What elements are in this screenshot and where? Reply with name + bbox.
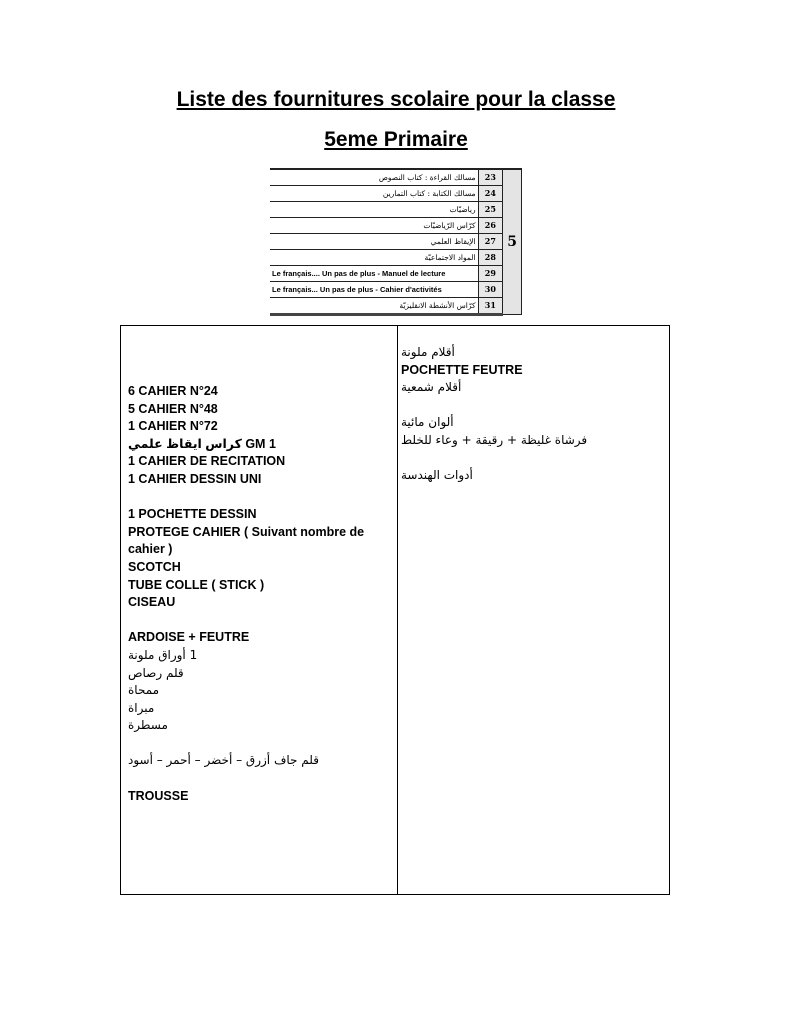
column-divider (397, 326, 398, 894)
book-row (270, 234, 522, 250)
supply-item: SCOTCH (128, 559, 181, 574)
supply-item: ARDOISE + FEUTRE (128, 630, 250, 645)
book-row (270, 202, 522, 218)
book-title: رياضيّات (270, 202, 478, 218)
supply-item: قلم رصاص (128, 665, 184, 680)
blank-line (128, 612, 390, 630)
supplies-box (120, 325, 670, 895)
supply-item: 1 أوراق ملونة (128, 647, 198, 662)
book-row (270, 250, 522, 266)
book-title: الإيقاظ العلمي (270, 234, 478, 250)
book-title: المواد الاجتماعيّة (270, 250, 478, 266)
supply-item: قلم جاف أزرق – أخضر – أحمر – أسود (128, 753, 319, 768)
book-title: مسالك القراءة : كتاب النصوص (270, 169, 478, 186)
book-title: كرّاس الرّياضيّات (270, 218, 478, 234)
supply-item: CISEAU (128, 595, 176, 610)
book-number: 27 (478, 234, 503, 250)
supply-item: TUBE COLLE ( STICK ) (128, 577, 265, 592)
supply-item: فرشاة غليظة + رقيقة + وعاء للخلط (401, 432, 588, 447)
book-number: 31 (478, 298, 503, 315)
supply-item: POCHETTE FEUTRE (401, 362, 523, 377)
supply-item: أدوات الهندسة (401, 468, 473, 483)
book-title: كرّاس الأنشطة الانقليزيّة (270, 298, 478, 315)
supply-item: ممحاة (128, 683, 160, 698)
book-number: 26 (478, 218, 503, 234)
supply-item: مبراة (128, 700, 155, 715)
supply-item: 1 POCHETTE DESSIN (128, 507, 257, 522)
blank-line (128, 770, 390, 788)
book-number: 24 (478, 186, 503, 202)
book-row (270, 218, 522, 234)
books-table (270, 168, 522, 316)
supply-item: 1 CAHIER N°72 (128, 419, 218, 434)
level-number: 5 (503, 169, 522, 315)
book-number: 28 (478, 250, 503, 266)
book-row (270, 298, 522, 315)
book-row (270, 266, 522, 282)
book-row (270, 282, 522, 298)
supplies-left-column (128, 383, 390, 805)
supply-item: مسطرة (128, 718, 168, 733)
book-row (270, 186, 522, 202)
supply-item: 1 CAHIER DESSIN UNI (128, 471, 262, 486)
class-subtitle: 5eme Primaire (324, 128, 468, 151)
supply-item: 5 CAHIER N°48 (128, 401, 218, 416)
book-number: 25 (478, 202, 503, 218)
supply-item: 6 CAHIER N°24 (128, 384, 218, 398)
page-title: Liste des fournitures scolaire pour la classe (176, 88, 616, 111)
supply-item: أقلام شمعية (401, 380, 462, 395)
book-number: 29 (478, 266, 503, 282)
supply-item: PROTEGE CAHIER ( Suivant nombre de cahier ) (128, 524, 365, 557)
supply-item: TROUSSE (128, 788, 189, 803)
supply-item: 1 GM كراس ايقاظ علمي (128, 436, 276, 451)
supply-item: أقلام ملونة (401, 345, 455, 359)
book-row (270, 169, 522, 186)
book-number: 23 (478, 169, 503, 186)
blank-line (401, 450, 663, 468)
blank-line (128, 489, 390, 507)
supply-item: 1 CAHIER DE RECITATION (128, 454, 286, 469)
book-title: مسالك الكتابة : كتاب التمارين (270, 186, 478, 202)
supply-item: ألوان مائية (401, 415, 454, 430)
book-title: Le français.... Un pas de plus - Manuel de lecture (270, 266, 478, 282)
book-title: Le français... Un pas de plus - Cahier d'activités (270, 282, 478, 298)
book-number: 30 (478, 282, 503, 298)
blank-line (128, 735, 390, 753)
supplies-right-column (401, 344, 663, 485)
blank-line (401, 397, 663, 415)
